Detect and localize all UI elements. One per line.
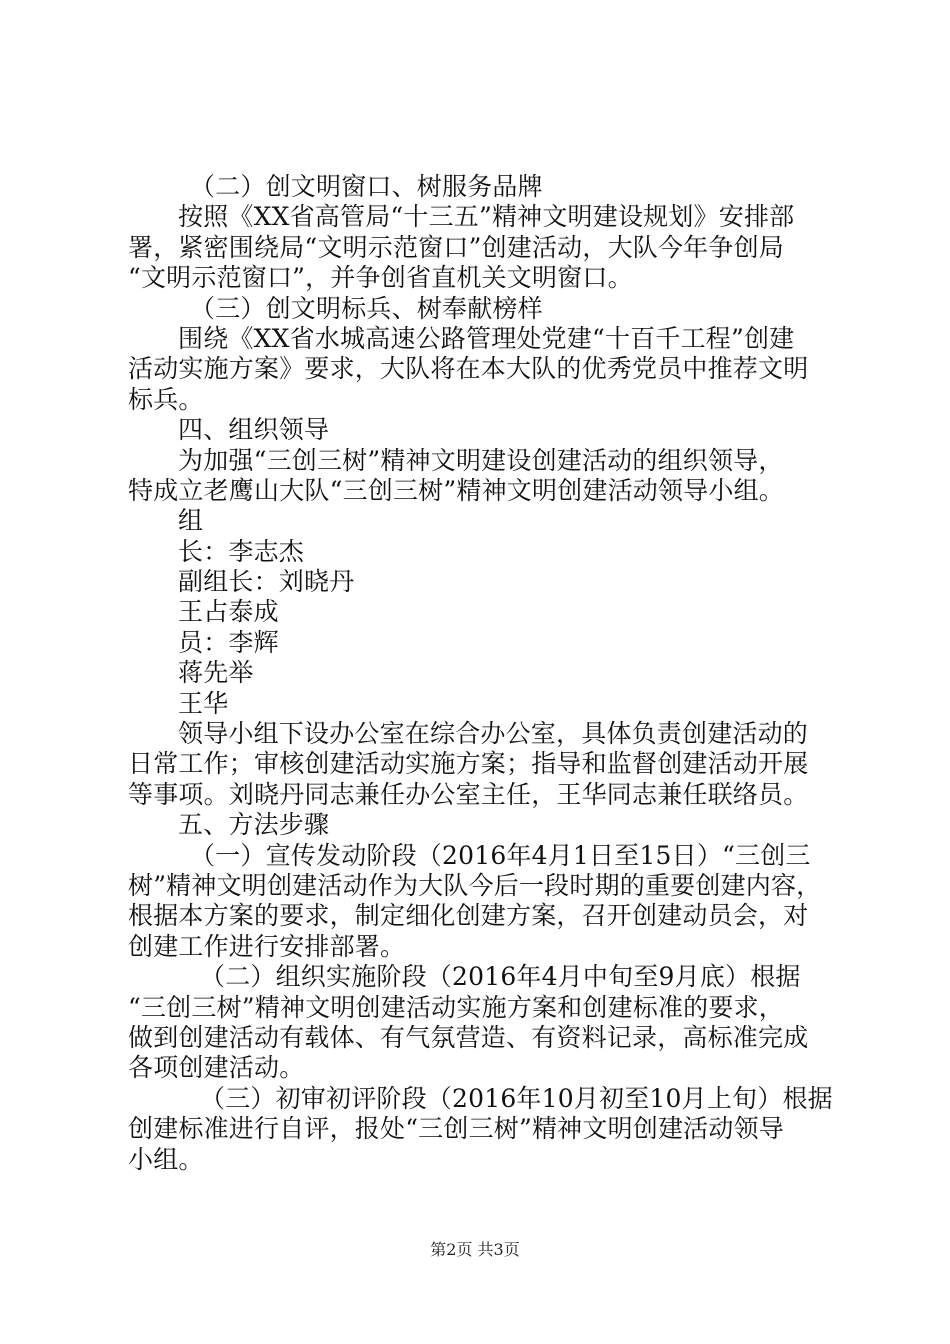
paragraph-line: “三创三树”精神文明创建活动实施方案和创建标准的要求， (128, 992, 784, 1022)
paragraph-line: 各项创建活动。 (128, 1053, 305, 1083)
member-line: 副组长：刘晓丹 (178, 567, 355, 597)
section-heading: 五、方法步骤 (178, 810, 330, 840)
page-footer: 第2页 共3页 (430, 1240, 520, 1259)
section-heading: （二）创文明窗口、树服务品牌 (190, 172, 543, 201)
paragraph-line: 领导小组下设办公室在综合办公室，具体负责创建活动的 (178, 719, 809, 749)
section-heading: （三）创文明标兵、树奉献榜样 (190, 293, 543, 323)
member-line: 蒋先举 (178, 658, 254, 688)
paragraph-line: 活动实施方案》要求，大队将在本大队的优秀党员中推荐文明 (128, 354, 809, 384)
paragraph-line: 围绕《XX省水城高速公路管理处党建“十百千工程”创建 (178, 323, 795, 353)
paragraph-line: 日常工作；审核创建活动实施方案；指导和监督创建活动开展 (128, 749, 809, 779)
paragraph-line: 小组。 (128, 1144, 204, 1174)
paragraph-line: 署，紧密围绕局“文明示范窗口”创建活动，大队今年争创局 (128, 232, 784, 262)
member-line: 组 (178, 506, 204, 536)
paragraph-line: （三）初审初评阶段（2016年10月初至10月上旬）根据 (200, 1083, 833, 1113)
paragraph-line: 按照《XX省高管局“十三五”精神文明建设规划》安排部 (178, 202, 795, 232)
member-line: 长：李志杰 (178, 536, 305, 566)
paragraph-line: （一）宣传发动阶段（2016年4月1日至15日）“三创三 (190, 840, 811, 870)
paragraph-line: 做到创建活动有载体、有气氛营造、有资料记录，高标准完成 (128, 1022, 809, 1052)
paragraph-line: 根据本方案的要求，制定细化创建方案，召开创建动员会，对 (128, 901, 809, 931)
paragraph-line: 特成立老鹰山大队“三创三树”精神文明创建活动领导小组。 (128, 475, 784, 505)
member-line: 王占泰成 (178, 597, 279, 627)
paragraph-line: 为加强“三创三树”精神文明建设创建活动的组织领导， (178, 445, 784, 475)
member-line: 王华 (178, 688, 229, 718)
paragraph-line: （二）组织实施阶段（2016年4月中旬至9月底）根据 (200, 962, 801, 992)
paragraph-line: 创建工作进行安排部署。 (128, 931, 406, 961)
paragraph-line: 树”精神文明创建活动作为大队今后一段时期的重要创建内容， (128, 870, 822, 900)
member-line: 员：李辉 (178, 627, 279, 657)
document-body (128, 172, 833, 1175)
section-heading: 四、组织领导 (178, 415, 330, 445)
paragraph-line: “文明示范窗口”，并争创省直机关文明窗口。 (128, 263, 633, 293)
paragraph-line: 创建标准进行自评，报处“三创三树”精神文明创建活动领导 (128, 1114, 784, 1144)
paragraph-line: 等事项。刘晓丹同志兼任办公室主任，王华同志兼任联络员。 (128, 779, 809, 809)
paragraph-line: 标兵。 (128, 384, 204, 414)
